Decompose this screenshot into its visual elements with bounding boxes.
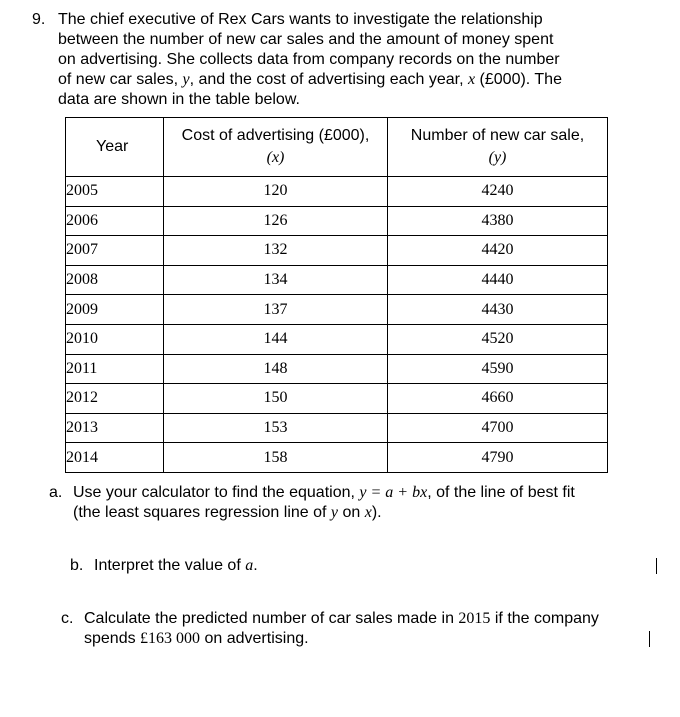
cost-cell: 132 bbox=[164, 236, 388, 266]
cost-cell: 158 bbox=[164, 443, 388, 473]
year-value: 2015 bbox=[458, 610, 491, 627]
year-header bbox=[66, 118, 164, 177]
sales-cell: 4420 bbox=[388, 236, 608, 266]
cost-cell: 144 bbox=[164, 324, 388, 354]
text-span: (£000). The bbox=[475, 71, 562, 88]
year-cell: 2005 bbox=[66, 177, 164, 207]
equation: y = a + bx bbox=[359, 484, 428, 501]
text-span: Use your calculator to find the equation, bbox=[73, 484, 360, 501]
question-number: 9. bbox=[32, 11, 46, 28]
table-row bbox=[66, 384, 608, 414]
table-row bbox=[66, 177, 608, 207]
year-cell: 2013 bbox=[66, 413, 164, 443]
text-span: of new car sales, bbox=[58, 71, 183, 88]
sales-cell: 4660 bbox=[388, 384, 608, 414]
part-a-text bbox=[73, 483, 649, 523]
sales-cell: 4440 bbox=[388, 265, 608, 295]
data-table bbox=[65, 117, 608, 473]
year-cell: 2006 bbox=[66, 206, 164, 236]
cost-cell: 150 bbox=[164, 384, 388, 414]
sales-cell: 4790 bbox=[388, 443, 608, 473]
text-span: if the company bbox=[490, 610, 599, 627]
cost-header-label: Cost of advertising (£000), bbox=[181, 127, 370, 144]
text-span: , of the line of best fit bbox=[427, 484, 575, 501]
margin-mark bbox=[649, 631, 650, 647]
var-y: y bbox=[182, 71, 190, 88]
part-c-text bbox=[84, 609, 661, 649]
table-row bbox=[66, 443, 608, 473]
text-span: Interpret the value of bbox=[94, 557, 246, 574]
table-header-row bbox=[66, 118, 608, 177]
question-intro bbox=[32, 10, 632, 110]
sales-cell: 4240 bbox=[388, 177, 608, 207]
sales-cell: 4700 bbox=[388, 413, 608, 443]
intro-line: data are shown in the table below. bbox=[58, 91, 300, 108]
cost-cell: 126 bbox=[164, 206, 388, 236]
year-header-label: Year bbox=[96, 138, 129, 155]
part-c-label: c. bbox=[61, 610, 74, 627]
sales-header-var: (y) bbox=[488, 149, 507, 166]
sales-cell: 4380 bbox=[388, 206, 608, 236]
part-b bbox=[70, 556, 630, 576]
sales-header-label: Number of new car sale, bbox=[410, 127, 585, 144]
year-cell: 2010 bbox=[66, 324, 164, 354]
text-span: . bbox=[253, 557, 258, 574]
table-row bbox=[66, 413, 608, 443]
sales-cell: 4590 bbox=[388, 354, 608, 384]
table-row bbox=[66, 206, 608, 236]
part-a-label: a. bbox=[49, 484, 63, 501]
year-cell: 2012 bbox=[66, 384, 164, 414]
text-span: on advertising. bbox=[200, 630, 309, 647]
part-c-line bbox=[84, 629, 661, 649]
question-text bbox=[58, 10, 632, 110]
table-row bbox=[66, 265, 608, 295]
year-cell: 2007 bbox=[66, 236, 164, 266]
table-row bbox=[66, 236, 608, 266]
sales-cell: 4520 bbox=[388, 324, 608, 354]
cost-cell: 148 bbox=[164, 354, 388, 384]
text-span: , and the cost of advertising each year, bbox=[189, 71, 468, 88]
intro-line: between the number of new car sales and the amount of money spent bbox=[58, 31, 554, 48]
year-cell: 2009 bbox=[66, 295, 164, 325]
part-a bbox=[49, 483, 649, 523]
text-span: (the least squares regression line of bbox=[73, 504, 331, 521]
text-span: spends bbox=[84, 630, 141, 647]
table-row bbox=[66, 295, 608, 325]
part-b-text bbox=[94, 556, 630, 576]
part-a-line bbox=[73, 503, 649, 523]
year-cell: 2014 bbox=[66, 443, 164, 473]
margin-mark bbox=[656, 558, 657, 574]
intro-line: The chief executive of Rex Cars wants to investigate the relationship bbox=[58, 11, 543, 28]
year-cell: 2011 bbox=[66, 354, 164, 384]
intro-line: on advertising. She collects data from company records on the number bbox=[58, 51, 560, 68]
part-c bbox=[61, 609, 661, 649]
year-cell: 2008 bbox=[66, 265, 164, 295]
text-span: Calculate the predicted number of car sales made in bbox=[84, 610, 459, 627]
var-y: y bbox=[330, 504, 339, 521]
amount-value: £163 000 bbox=[140, 630, 201, 647]
part-a-line bbox=[73, 483, 649, 503]
part-c-line bbox=[84, 609, 661, 629]
var-x: x bbox=[364, 504, 372, 521]
table-row bbox=[66, 354, 608, 384]
var-x: x bbox=[468, 71, 476, 88]
sales-header bbox=[388, 118, 608, 177]
part-b-label: b. bbox=[70, 557, 84, 574]
cost-cell: 137 bbox=[164, 295, 388, 325]
cost-header-var: (x) bbox=[266, 149, 285, 166]
cost-cell: 134 bbox=[164, 265, 388, 295]
cost-header bbox=[164, 118, 388, 177]
cost-cell: 120 bbox=[164, 177, 388, 207]
cost-cell: 153 bbox=[164, 413, 388, 443]
var-a: a bbox=[245, 557, 254, 574]
text-span: on bbox=[338, 504, 365, 521]
text-span: ). bbox=[371, 504, 382, 521]
sales-cell: 4430 bbox=[388, 295, 608, 325]
intro-line bbox=[58, 70, 632, 90]
table-row bbox=[66, 324, 608, 354]
